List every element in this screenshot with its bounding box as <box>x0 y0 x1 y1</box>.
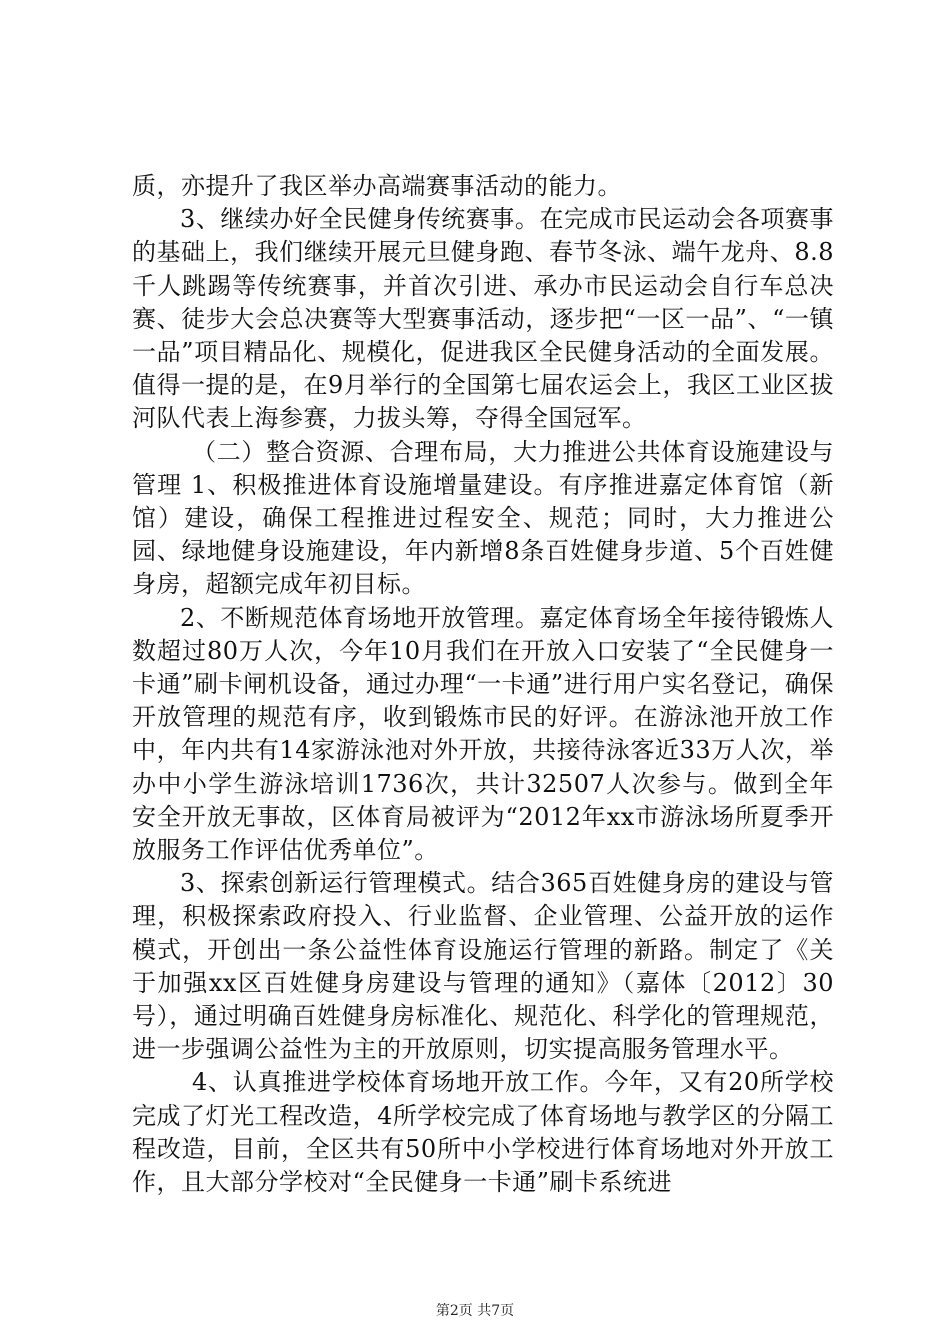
paragraph-facilities-construction: （二）整合资源、合理布局，大力推进公共体育设施建设与管理 1、积极推进体育设施增量建设。有序推进嘉定体育馆（新馆）建设，确保工程推进过程安全、规范；同时，大力推进公园、绿地健身设施建设，年内新增8条百姓健身步道、5个百姓健身房，超额完成年初目标。 <box>132 437 834 599</box>
paragraph-venue-management: 2、不断规范体育场地开放管理。嘉定体育场全年接待锻炼人数超过80万人次，今年10月我们在开放入口安装了“全民健身一卡通”刷卡闸机设备，通过办理“一卡通”进行用户实名登记，确保开放管理的规范有序，收到锻炼市民的好评。在游泳池开放工作中，年内共有14家游泳池对外开放，共接待泳客近33万人次，举办中小学生游泳培训1736次，共计32507人次参与。做到全年安全开放无事故，区体育局被评为“2012年xx市游泳场所夏季开放服务工作评估优秀单位”。 <box>132 603 834 865</box>
page-footer: 第2页 共7页 <box>435 1303 515 1319</box>
paragraph-operation-model: 3、探索创新运行管理模式。结合365百姓健身房的建设与管理，积极探索政府投入、行业监督、企业管理、公益开放的运作模式，开创出一条公益性体育设施运行管理的新路。制定了《关于加强xx区百姓健身房建设与管理的通知》（嘉体〔2012〕30号），通过明确百姓健身房标准化、规范化、科学化的管理规范，进一步强调公益性为主的开放原则，切实提高服务管理水平。 <box>132 869 834 1064</box>
paragraph-continuation: 质，亦提升了我区举办高端赛事活动的能力。 <box>132 172 622 200</box>
document-body <box>132 170 834 1199</box>
paragraph-traditional-events: 3、继续办好全民健身传统赛事。在完成市民运动会各项赛事的基础上，我们继续开展元旦健身跑、春节冬泳、端午龙舟、8.8千人跳踢等传统赛事，并首次引进、承办市民运动会自行车总决赛、徒步大会总决赛等大型赛事活动，逐步把“一区一品”、“一镇一品”项目精品化、规模化，促进我区全民健身活动的全面发展。值得一提的是，在9月举行的全国第七届农运会上，我区工业区拔河队代表上海参赛，力拔头筹，夺得全国冠军。 <box>132 205 834 433</box>
paragraph-school-venues: 4、认真推进学校体育场地开放工作。今年，又有20所学校完成了灯光工程改造，4所学校完成了体育场地与教学区的分隔工程改造，目前，全区共有50所中小学校进行体育场地对外开放工作，且大部分学校对“全民健身一卡通”刷卡系统进 <box>132 1068 834 1197</box>
